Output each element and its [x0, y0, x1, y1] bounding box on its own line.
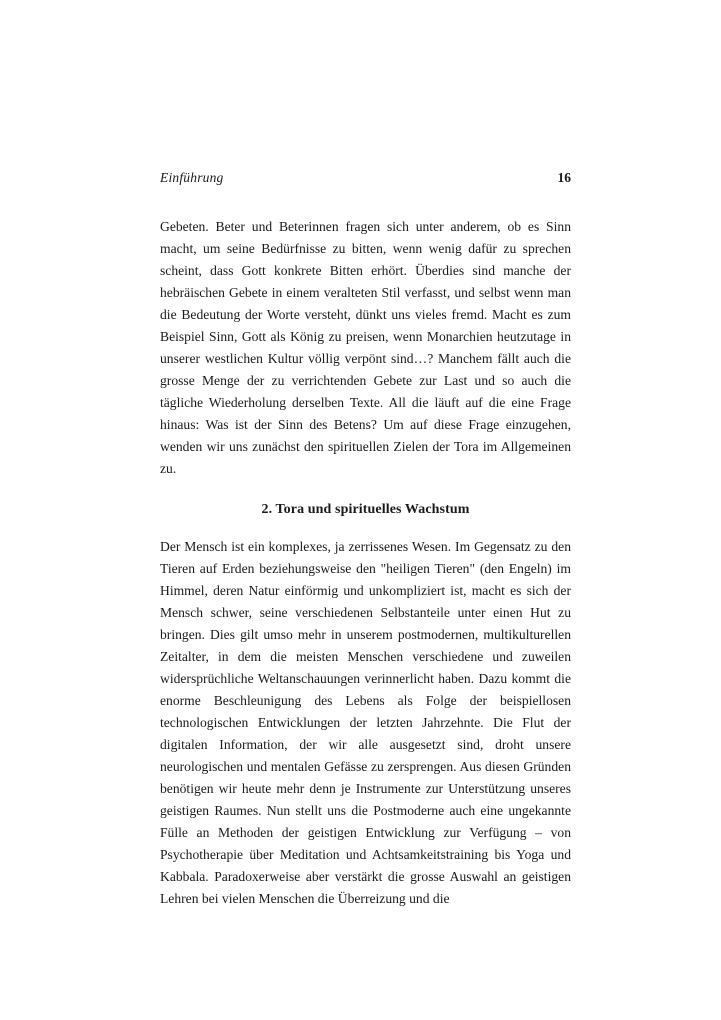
running-head-title: Einführung	[160, 170, 224, 185]
section-heading: 2. Tora und spirituelles Wachstum	[261, 502, 470, 518]
paragraph-2: Der Mensch ist ein komplexes, ja zerrissenes Wesen. Im Gegensatz zu den Tieren auf Erden beziehungsweise den "heiligen Tieren" (den Engeln) im Himmel, deren Natur einförmig und unkompliziert ist, macht es sich der Mensch schwer, seine verschiedenen Selbstanteile unter einen Hut zu bringen. Dies gilt umso mehr in unserem postmodernen, multikulturellen Zeitalter, in dem die meisten Menschen verschiedene und zuweilen widersprüchliche Weltanschauungen verinnerlicht haben. Dazu kommt die enorme Beschleunigung des Lebens als Folge der beispiellosen technologischen Entwicklungen der letzten Jahrzehnte. Die Flut der digitalen Information, der wir alle ausgesetzt sind, droht unsere neurologischen und mentalen Gefässe zu zersprengen. Aus diesen Gründen benötigen wir heute mehr denn je Instrumente zur Unterstützung unseres geistigen Raumes. Nun stellt uns die Postmoderne auch eine ungekannte Fülle an Methoden der geistigen Entwicklung zur Verfügung – von Psychotherapie über Meditation und Achtsamkeitstraining bis Yoga und Kabbala. Paradoxerweise aber verstärkt die grosse Auswahl an geistigen Lehren bei vielen Menschen die Überreizung und die	[160, 539, 571, 907]
paragraph-1: Gebeten. Beter und Beterinnen fragen sich unter anderem, ob es Sinn macht, um seine Bedürfnisse zu bitten, wenn wenig dafür zu sprechen scheint, dass Gott konkrete Bitten erhört. Überdies sind manche der hebräischen Gebete in einem veralteten Stil verfasst, und selbst wenn man die Bedeutung der Worte versteht, dünkt uns vieles fremd. Macht es zum Beispiel Sinn, Gott als König zu preisen, wenn Monarchien heutzutage in unserer westlichen Kultur völlig verpönt sind…? Manchem fällt auch die grosse Menge der zu verrichtenden Gebete zur Last und so auch die tägliche Wiederholung derselben Texte. All die läuft auf die eine Frage hinaus: Was ist der Sinn des Betens? Um auf diese Frage einzugehen, wenden wir uns zunächst den spirituellen Zielen der Tora im Allgemeinen zu.	[160, 219, 571, 477]
running-head	[160, 170, 571, 186]
body-text	[160, 216, 571, 910]
page-number: 16	[557, 170, 571, 185]
